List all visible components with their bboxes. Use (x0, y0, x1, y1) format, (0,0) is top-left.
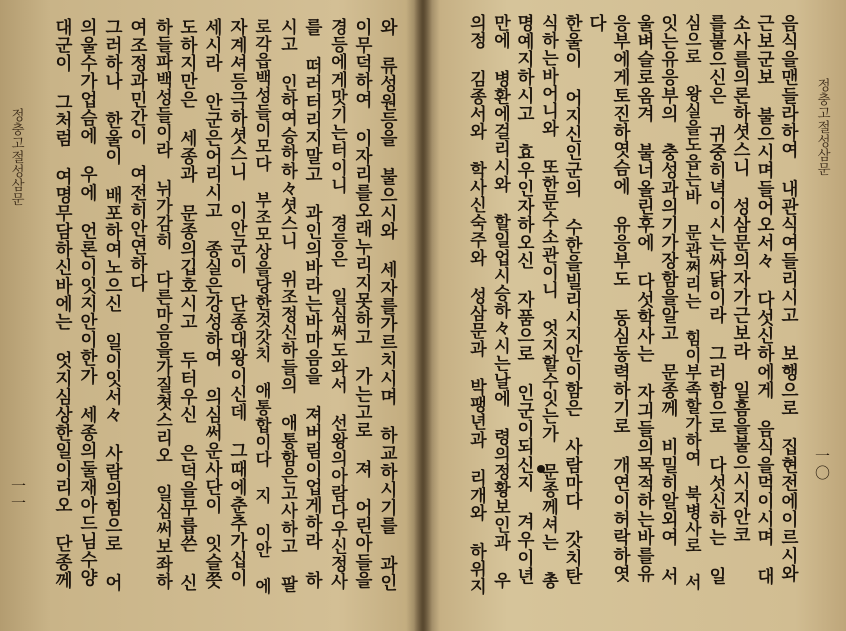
text-column: 잇는유응부의 충성과의기가장함을알고 문종께 비밀히알외여 서 (658, 14, 679, 586)
text-column: 를불으신은 귀중히녁이시는싸닭이라 그러함으로 다섯신하는 일 (706, 14, 727, 586)
text-column: 자계셔등극하셧스니 이안군이 단종대왕이신데 그때에춘추가십이 (227, 18, 248, 587)
text-column: 만에 병환에걸리시와 할일업시승하々시는날에 령의정황보인과 우 (490, 14, 510, 590)
text-column: 대군이 그처럼 여명무담하신바에는 엇지심상한일이리오 단종께 (52, 18, 73, 590)
text-column: 와 류성원등을 불으시와 세자를가르치시며 하교하시기를 과인 (377, 18, 398, 592)
text-column: 소사를의론하셧스니 성삼문의자가근보라 일흠을불으시지안코 (730, 14, 751, 544)
text-column: 음식을맨들라하여 내관식여들리시고 보행으로 집현전에이르시와 (778, 14, 799, 583)
text-column: 를 떠러터리지말고 과인의바라는바마음을 져버림이업게하라 하 (302, 18, 323, 590)
right-running-head: 정충고절성삼문 (814, 78, 830, 176)
text-column: 로각읍백성들이모다 부조모상을당한것갓치 애통합이다 지 이안 에 (252, 18, 272, 595)
text-column: 심으로 왕실을도읍는바 문관쩌리는 힘이부족할가하여 북병사로 서 (682, 14, 702, 591)
text-column: 경등에게맛기는터이니 경등은 일심써도와서 선왕의아람다우신정사 (327, 18, 347, 591)
text-column: 명예지하시고 효우인자하오신 자품으로 인군이되신지 겨우이년 (514, 14, 535, 586)
left-page (0, 0, 422, 631)
right-page-number: 一〇 (813, 448, 831, 482)
right-page (424, 0, 846, 631)
text-column: 근보군보 불으시며들어오서々 다섯신하에게 음식을먹이시며 대 (754, 14, 775, 586)
text-column: 시고 인하여승하하々셧스니 위조정신하들의 애통함은고사하고 팔 (277, 18, 297, 594)
text-column: 의울수가업슴에 우에 언론이잇지안이한가 세종의둘재아드님수양 (77, 18, 98, 587)
text-column: 하들파백성들이라 뉘가감히 다른마음을가질쳣스리오 일심써보좌하 (152, 18, 172, 591)
text-column: 다 (586, 14, 607, 33)
text-column: 울벼슬로옴겨 불너올린후에 다섯학사는 자긔들의목적하는바를유 (634, 14, 655, 583)
text-column: 한울이 어지신인군의 수한을빌리시지안이함은 사람마다 갓치탄 (562, 14, 583, 586)
text-column: 도하지만은 세종과 문종의깁호시고 두터우신 은덕을무릅쓴 신 (177, 18, 198, 592)
text-column: 세시라 안군은어리시고 종실은강성하여 의심써운사단이 잇슬쯧 (202, 18, 223, 590)
text-column: 여조정과민간이 여전히안연하다 (127, 18, 148, 292)
text-column: 그러하나 한울이 배포하여노으신 일이잇서々 사람의힘으로 어 (102, 18, 123, 592)
left-running-head: 정충고절성삼문 (8, 108, 24, 206)
text-column: 이무덕하여 이자리를오래누리지못하고 가는고로 져 어린아들을 (352, 18, 373, 590)
text-column: 식하는바어니와 또한문수소관이니 엇지할수잇는가 문종께셔는 총 (538, 14, 558, 590)
left-page-number: 一一 (9, 478, 27, 512)
text-column: 의정 김종서와 학사신숙주와 성삼문과 박팽년과 리개와 하위지 (466, 14, 486, 596)
text-column: 응부에게토진하엿슴에 유응부도 동심동력하기로 개연이허락하엿 (610, 14, 631, 583)
